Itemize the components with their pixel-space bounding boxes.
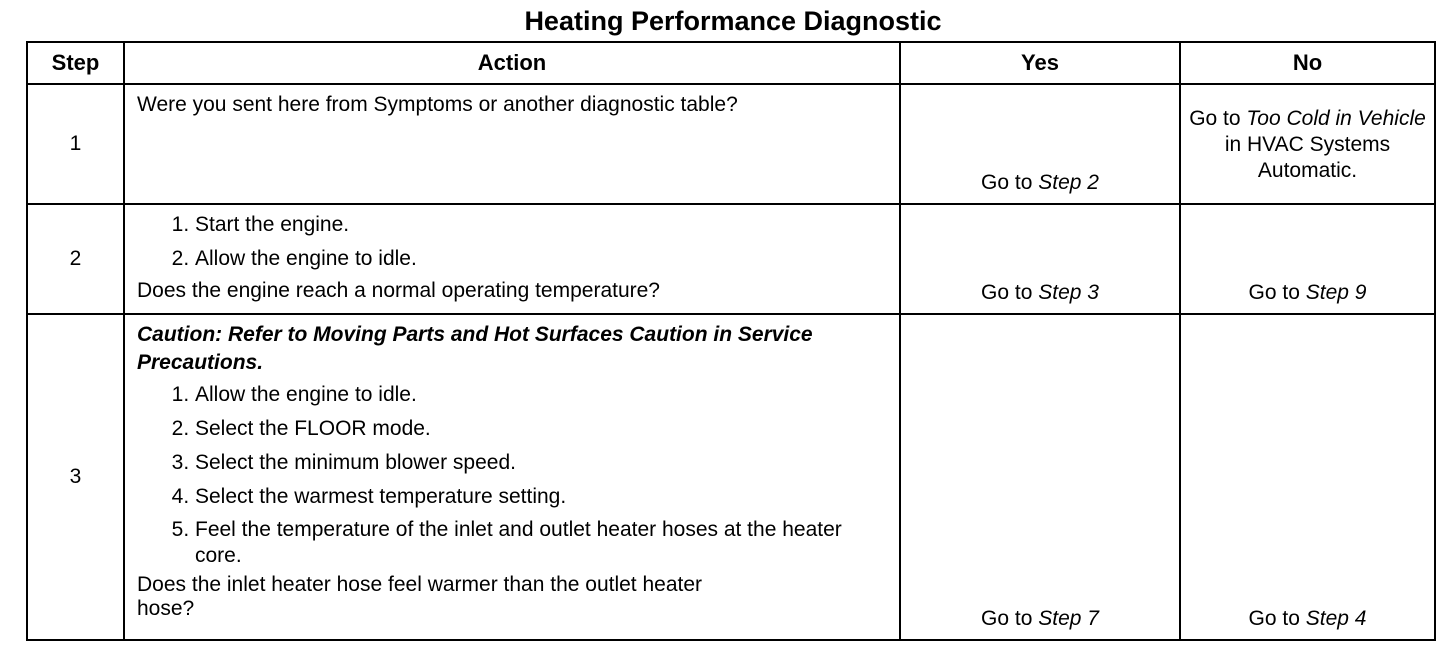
yes-prefix: Go to bbox=[981, 281, 1039, 304]
no-cell bbox=[1180, 84, 1435, 204]
action-cell bbox=[124, 314, 900, 640]
yes-prefix: Go to bbox=[981, 607, 1039, 630]
action-cell bbox=[124, 204, 900, 314]
no-cell bbox=[1180, 204, 1435, 314]
yes-cell bbox=[900, 314, 1180, 640]
list-item: 2. Select the FLOOR mode. bbox=[195, 415, 889, 443]
step-number: 2 bbox=[27, 204, 124, 314]
action-question: Were you sent here from Symptoms or another diagnostic table? bbox=[137, 93, 738, 116]
yes-cell bbox=[900, 204, 1180, 314]
yes-cell bbox=[900, 84, 1180, 204]
yes-link[interactable]: Step 7 bbox=[1038, 607, 1099, 630]
diagnostic-table bbox=[26, 41, 1436, 641]
header-row bbox=[27, 42, 1435, 84]
action-question: Does the inlet heater hose feel warmer than the outlet heater hose? bbox=[137, 573, 703, 620]
table-row bbox=[27, 204, 1435, 314]
header-step: Step bbox=[27, 42, 124, 84]
list-item: 4. Select the warmest temperature setting. bbox=[195, 483, 889, 511]
no-link[interactable]: Step 9 bbox=[1305, 281, 1367, 304]
table-row bbox=[27, 314, 1435, 640]
list-item: 3. Select the minimum blower speed. bbox=[195, 449, 889, 477]
yes-link[interactable]: Step 3 bbox=[1038, 281, 1099, 304]
no-prefix: Go to bbox=[1189, 106, 1247, 130]
no-suffix: Automatic. bbox=[1257, 158, 1358, 182]
no-link[interactable]: Step 4 bbox=[1305, 607, 1367, 630]
action-cell bbox=[124, 84, 900, 204]
step-number: 1 bbox=[27, 84, 124, 204]
table-row bbox=[27, 84, 1435, 204]
list-item: 1. Allow the engine to idle. bbox=[195, 381, 889, 409]
step-list bbox=[137, 211, 889, 273]
list-item: 1. Start the engine. bbox=[195, 211, 889, 239]
action-question: Does the engine reach a normal operating temperature? bbox=[137, 279, 660, 302]
no-cell bbox=[1180, 314, 1435, 640]
yes-prefix: Go to bbox=[981, 171, 1039, 194]
header-action: Action bbox=[124, 42, 900, 84]
no-prefix: Go to bbox=[1248, 281, 1306, 304]
header-no: No bbox=[1180, 42, 1435, 84]
step-number: 3 bbox=[27, 314, 124, 640]
no-suffix: in HVAC Systems bbox=[1224, 132, 1391, 156]
no-link[interactable]: Too Cold in Vehicle bbox=[1246, 106, 1426, 130]
yes-link[interactable]: Step 2 bbox=[1038, 171, 1099, 194]
header-yes: Yes bbox=[900, 42, 1180, 84]
page-title: Heating Performance Diagnostic bbox=[524, 6, 942, 36]
list-item: 2. Allow the engine to idle. bbox=[195, 245, 889, 273]
caution-text: Caution: Refer to Moving Parts and Hot Surfaces Caution in Service Precautions. bbox=[137, 323, 813, 374]
no-prefix: Go to bbox=[1248, 607, 1306, 630]
step-list bbox=[137, 381, 889, 569]
list-item: 5. Feel the temperature of the inlet and outlet heater hoses at the heater core. bbox=[195, 517, 889, 569]
